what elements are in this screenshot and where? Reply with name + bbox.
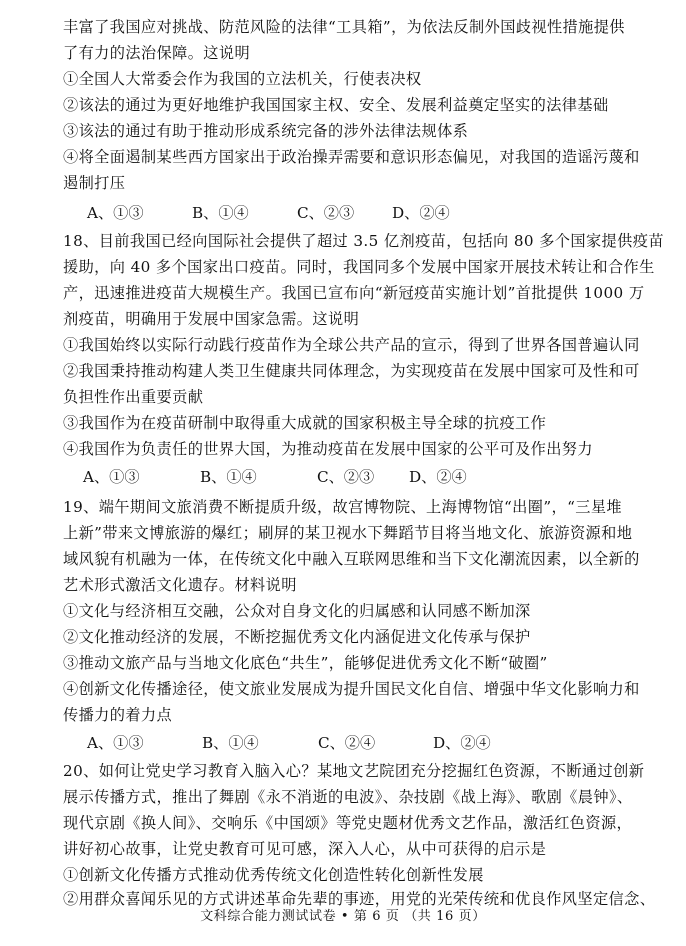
text-line: 负担性作出重要贡献 [63,388,204,406]
question-20-stem: 20、如何让党史学习教育入脑入心？某地文艺院团充分挖掘红色资源，不断通过创新 [63,762,645,780]
option-c: C、②③ [297,204,355,222]
text-line: 现代京剧《换人间》、交响乐《中国颂》等党史题材优秀文艺作品，激活红色资源， [63,814,633,832]
question-18-stem: 18、目前我国已经向国际社会提供了超过 3.5 亿剂疫苗，包括向 80 多个国家提供疫苗 [63,232,664,250]
option-d: D、②④ [433,734,491,752]
statement-2: ②文化推动经济的发展，不断挖掘优秀文化内涵促进文化传承与保护 [63,628,531,646]
option-b: B、①④ [200,468,257,486]
text-line: 艺术形式激活文化遗存。材料说明 [63,576,297,594]
answer-options-q18 [83,467,467,487]
text-line: 讲好初心故事，让党史教育可见可感，深入人心，从中可获得的启示是 [63,840,547,858]
answer-options-q17 [87,203,450,223]
text-line: 剂疫苗，明确用于发展中国家急需。这说明 [63,310,360,328]
text-line: 了有力的法治保障。这说明 [63,44,251,62]
statement-4: ④创新文化传播途径，使文旅业发展成为提升国民文化自信、增强中华文化影响力和 [63,680,640,698]
answer-options-q19 [87,733,491,753]
statement-1: ①我国始终以实际行动践行疫苗作为全球公共产品的宣示，得到了世界各国普遍认同 [63,336,640,354]
question-19-stem: 19、端午期间文旅消费不断提质升级，故宫博物院、上海博物馆“出圈”，“三星堆 [63,498,623,516]
option-a: A、①③ [87,204,144,222]
text-line: 展示传播方式，推出了舞剧《永不消逝的电波》、杂技剧《战上海》、歌剧《晨钟》、 [63,788,633,806]
statement-1: ①文化与经济相互交融，公众对自身文化的归属感和认同感不断加深 [63,602,531,620]
statement-1: ①创新文化传播方式推动优秀传统文化创造性转化创新性发展 [63,866,484,884]
statement-3: ③推动文旅产品与当地文化底色“共生”，能够促进优秀文化不断“破圈” [63,654,548,672]
option-a: A、①③ [87,734,144,752]
statement-4: ④我国作为负责任的世界大国，为推动疫苗在发展中国家的公平可及作出努力 [63,440,593,458]
option-c: C、②③ [317,468,375,486]
statement-2: ②该法的通过为更好地维护我国国家主权、安全、发展利益奠定坚实的法律基础 [63,96,609,114]
text-line: 援助，向 40 多个国家出口疫苗。同时，我国同多个发展中国家开展技术转让和合作生 [63,258,655,276]
option-d: D、②④ [392,204,450,222]
option-b: B、①④ [192,204,249,222]
text-line: 丰富了我国应对挑战、防范风险的法律“工具箱”，为依法反制外国歧视性措施提供 [63,18,625,36]
option-d: D、②④ [409,468,467,486]
text-line: 域风貌有机融为一体，在传统文化中融入互联网思维和当下文化潮流因素，以全新的 [63,550,640,568]
option-c: C、②④ [318,734,376,752]
option-b: B、①④ [202,734,259,752]
page-footer: 文科综合能力测试试卷 • 第 6 页 （共 16 页） [200,909,486,924]
statement-4: ④将全面遏制某些西方国家出于政治操弄需要和意识形态偏见，对我国的造谣污蔑和 [63,148,640,166]
option-a: A、①③ [83,468,140,486]
statement-3: ③我国作为在疫苗研制中取得重大成就的国家积极主导全球的抗疫工作 [63,414,547,432]
statement-2: ②用群众喜闻乐见的方式讲述革命先辈的事迹，用党的光荣传统和优良作风坚定信念、 [63,890,656,908]
statement-3: ③该法的通过有助于推动形成系统完备的涉外法律法规体系 [63,122,469,140]
statement-2: ②我国秉持推动构建人类卫生健康共同体理念，为实现疫苗在发展中国家可及性和可 [63,362,640,380]
text-line: 传播力的着力点 [63,706,173,724]
text-line: 遏制打压 [63,174,126,192]
text-line: 上新”带来文博旅游的爆红；刷屏的某卫视水下舞蹈节目将当地文化、旅游资源和地 [63,524,633,542]
text-line: 产，迅速推进疫苗大规模生产。我国已宣布向“新冠疫苗实施计划”首批提供 1000 万 [63,284,645,302]
statement-1: ①全国人大常委会作为我国的立法机关，行使表决权 [63,70,422,88]
